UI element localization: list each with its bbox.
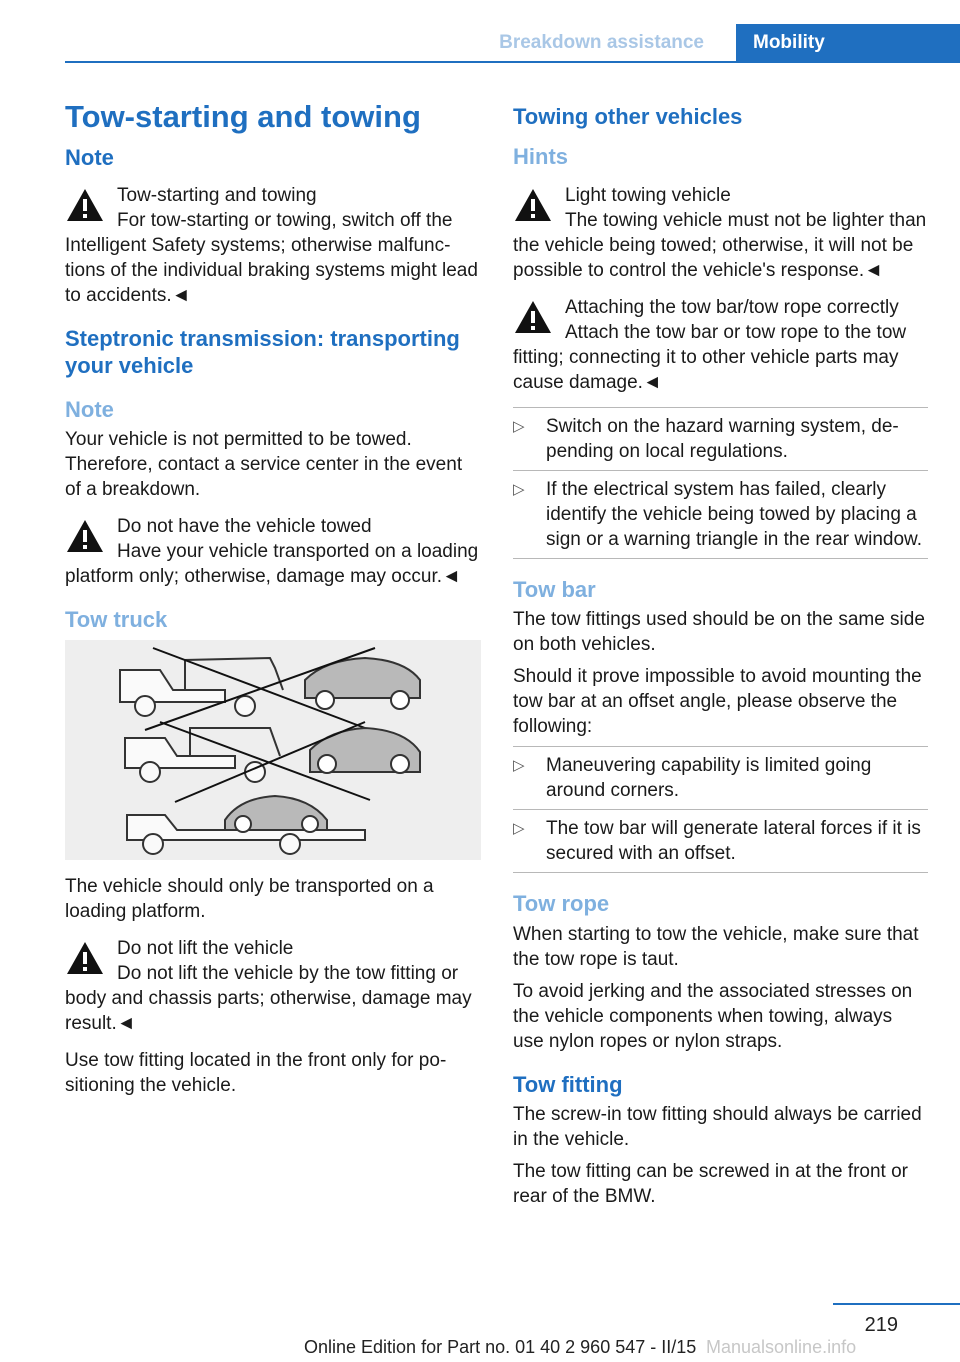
note-heading: Note (65, 396, 114, 422)
warning-body: The towing vehicle must not be lighter than the vehicle being towed; otherwise, it will not be possible to control the vehicle's response.◄ (513, 209, 927, 281)
warning-body: Have your vehicle transported on a loading platform only; otherwise, damage may occur.◄ (65, 541, 479, 588)
warning-title: Tow-starting and towing (117, 185, 317, 207)
page-number: 219 (864, 1314, 898, 1336)
warning-block (65, 514, 481, 589)
warning-block (513, 183, 928, 283)
paragraph: The tow fittings used should be on the same side on both vehicles. (513, 609, 925, 656)
paragraph: Should it prove impossible to avoid mounting the tow bar at an offset angle, please observe the following: (513, 666, 922, 738)
warning-triangle-icon (65, 518, 105, 554)
warning-body: Attach the tow bar or tow rope to the tow fitting; connecting it to other vehicle parts may cause damage.◄ (513, 321, 907, 393)
list-item-text: If the electrical system has failed, clearly identify the vehicle being towed by placing a sign or a warning triangle in the rear window. (546, 478, 922, 550)
left-column (65, 98, 481, 1105)
right-column (513, 98, 928, 1216)
paragraph: The tow fitting can be screwed in at the front or rear of the BMW. (513, 1160, 908, 1207)
warning-body: Do not lift the vehicle by the tow fitting or body and chassis parts; otherwise, damage may result.◄ (65, 962, 472, 1034)
paragraph: The vehicle should only be transported on a loading platform. (65, 875, 434, 922)
chapter-tab: Mobility (736, 24, 960, 61)
warning-block (65, 936, 481, 1036)
tow-bar-heading: Tow bar (513, 576, 596, 602)
triangle-bullet-icon: ▷ (513, 480, 525, 498)
list-item (513, 810, 928, 873)
warning-triangle-icon (513, 299, 553, 335)
towing-heading: Towing other vehicles (513, 104, 743, 129)
list-item-text: Maneuvering capability is limited going around corners. (546, 755, 872, 802)
tow-fitting-heading: Tow fitting (513, 1071, 623, 1097)
paragraph: Use tow fitting located in the front only for positioning the vehicle. (65, 1049, 447, 1096)
warning-block (65, 183, 481, 308)
list-item (513, 471, 928, 559)
footer-rule (833, 1303, 960, 1305)
edition-footer: Online Edition for Part no. 01 40 2 960 547 - II/15 (304, 1337, 697, 1357)
steptronic-heading: Steptronic transmission: transporting your vehicle (65, 326, 460, 378)
triangle-bullet-icon: ▷ (513, 757, 525, 775)
warning-title: Do not lift the vehicle (117, 937, 294, 959)
bullet-list (513, 407, 928, 559)
list-item-text: The tow bar will generate lateral forces if it is secured with an offset. (546, 818, 921, 865)
tow-rope-heading: Tow rope (513, 891, 610, 917)
tow-truck-illustration (65, 640, 481, 860)
warning-body: For tow-starting or towing, switch off the Intelligent Safety systems; otherwise malfunctions of the individual braking systems might lead to accidents.◄ (65, 210, 478, 307)
paragraph: When starting to tow the vehicle, make sure that the tow rope is taut. (513, 923, 919, 970)
warning-triangle-icon (65, 187, 105, 223)
warning-triangle-icon (513, 187, 553, 223)
warning-block (513, 295, 928, 395)
warning-title: Do not have the vehicle towed (117, 516, 372, 538)
note-paragraph: Your vehicle is not permitted to be towed. Therefore, contact a service center in the event of a breakdown. (65, 429, 463, 501)
triangle-bullet-icon: ▷ (513, 417, 525, 435)
watermark: Manualsonline.info (706, 1337, 857, 1357)
paragraph: To avoid jerking and the associated stresses on the vehicle components when towing, always use nylon ropes or nylon straps. (513, 980, 913, 1052)
list-item (513, 408, 928, 471)
page-title: Tow-starting and towing (65, 99, 421, 134)
warning-triangle-icon (65, 940, 105, 976)
warning-title: Attaching the tow bar/tow rope correctly (565, 296, 899, 318)
hints-heading: Hints (513, 144, 568, 170)
tow-truck-heading: Tow truck (65, 607, 168, 633)
header-rule (65, 61, 960, 63)
warning-title: Light towing vehicle (565, 184, 731, 206)
page-header (0, 0, 960, 62)
list-item-text: Switch on the hazard warning system, depending on local regulations. (546, 415, 899, 462)
note-heading: Note (65, 144, 114, 170)
paragraph: The screw-in tow fitting should always be carried in the vehicle. (513, 1103, 922, 1150)
bullet-list (513, 746, 928, 873)
triangle-bullet-icon: ▷ (513, 820, 525, 838)
section-tab: Breakdown assistance (499, 32, 704, 53)
list-item (513, 747, 928, 810)
